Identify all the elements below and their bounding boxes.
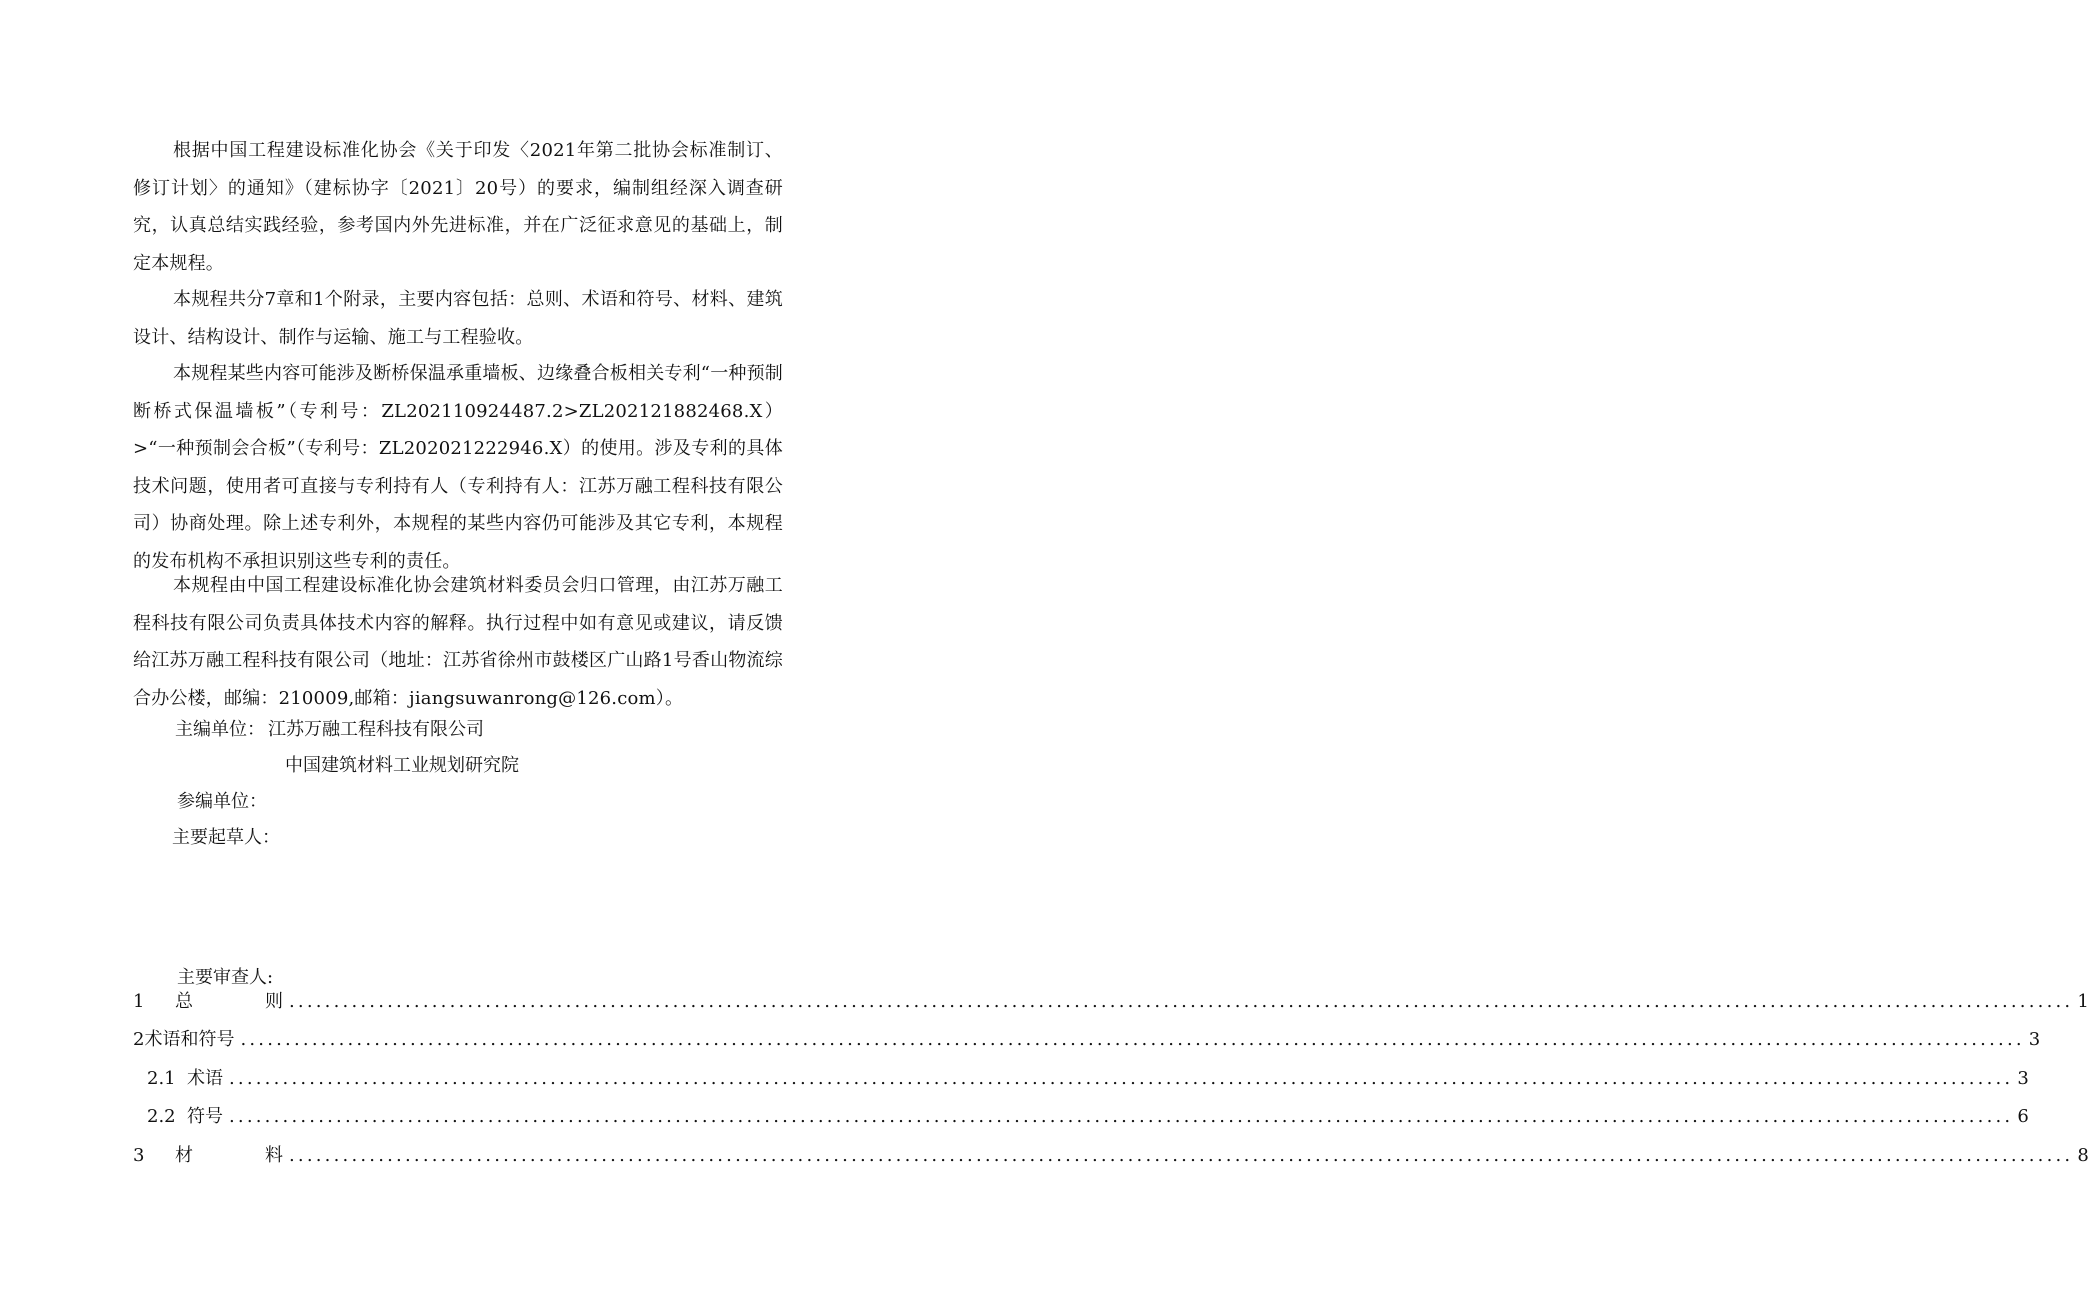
toc-entry-title: 总 则	[175, 991, 283, 1012]
toc-entry[interactable]	[147, 1104, 2029, 1130]
reviewer-label: 主要审查人:	[177, 967, 274, 988]
toc-dot-leader: ........................................................................................................................................................................................................	[289, 991, 2074, 1012]
participant-unit-label: 参编单位：	[177, 791, 267, 812]
chief-unit-name: 中国建筑材料工业规划研究院	[285, 755, 519, 776]
toc-entry-number: 2	[133, 1029, 145, 1050]
preface-paragraph: 本规程某些内容可能涉及断桥保温承重墙板、边缘叠合板相关专利“一种预制断桥式保温墙板”（专利号：ZL202110924487.2>ZL202121882468.X）>“一种预制会合板”（专利号：ZL202021222946.X）的使用。涉及专利的具体技术问题，使用者可直接与专利持有人（专利持有人：江苏万融工程科技有限公司）协商处理。除上述专利外，本规程的某些内容仍可能涉及其它专利，本规程的发布机构不承担识别这些专利的责任。	[133, 363, 783, 572]
toc-entry-title: 符号	[187, 1106, 223, 1127]
toc-dot-leader: ........................................................................................................................................................................................................	[289, 1145, 2074, 1166]
toc-entry-page: 3	[2017, 1068, 2029, 1089]
preface-paragraph: 根据中国工程建设标准化协会《关于印发〈2021年第二批协会标准制订、修订计划〉的通知》（建标协字〔2021〕20号）的要求，编制组经深入调查研究，认真总结实践经验，参考国内外先进标准，并在广泛征求意见的基础上，制定本规程。	[133, 140, 783, 274]
toc-entry-title: 术语和符号	[144, 1029, 235, 1050]
toc-entry[interactable]	[133, 989, 2089, 1015]
toc-entry-number: 2.2	[147, 1106, 176, 1127]
toc-entry-page: 6	[2017, 1106, 2029, 1127]
toc-entry-number: 1	[133, 991, 145, 1012]
toc-entry[interactable]	[147, 1066, 2029, 1092]
toc-entry-number: 3	[133, 1145, 145, 1166]
toc-entry-page: 8	[2077, 1145, 2089, 1166]
preface-paragraph: 本规程共分7章和1个附录，主要内容包括：总则、术语和符号、材料、建筑设计、结构设计、制作与运输、施工与工程验收。	[133, 289, 783, 348]
preface-paragraph: 本规程由中国工程建设标准化协会建筑材料委员会归口管理，由江苏万融工程科技有限公司负责具体技术内容的解释。执行过程中如有意见或建议，请反馈给江苏万融工程科技有限公司（地址：江苏省徐州市鼓楼区广山路1号香山物流综合办公楼，邮编：210009,邮箱：jiangsuwanrong@126.com）。	[133, 575, 783, 709]
toc-entry[interactable]	[133, 1143, 2089, 1169]
toc-entry-title: 材 料	[175, 1145, 283, 1166]
chief-unit-name: 江苏万融工程科技有限公司	[268, 719, 484, 740]
chief-unit-label: 主编单位：	[175, 719, 265, 740]
toc-entry-title: 术语	[187, 1068, 223, 1089]
drafter-label: 主要起草人：	[172, 827, 280, 848]
toc-entry-page: 3	[2028, 1029, 2041, 1050]
toc-dot-leader: ........................................................................................................................................................................................................	[229, 1068, 2014, 1089]
toc-entry[interactable]	[133, 1027, 2041, 1053]
toc-entry-number: 2.1	[147, 1068, 176, 1089]
toc-dot-leader: ........................................................................................................................................................................................................	[229, 1106, 2014, 1127]
toc-dot-leader: ........................................................................................................................................................................................................	[240, 1029, 2025, 1050]
toc-entry-page: 1	[2077, 991, 2089, 1012]
